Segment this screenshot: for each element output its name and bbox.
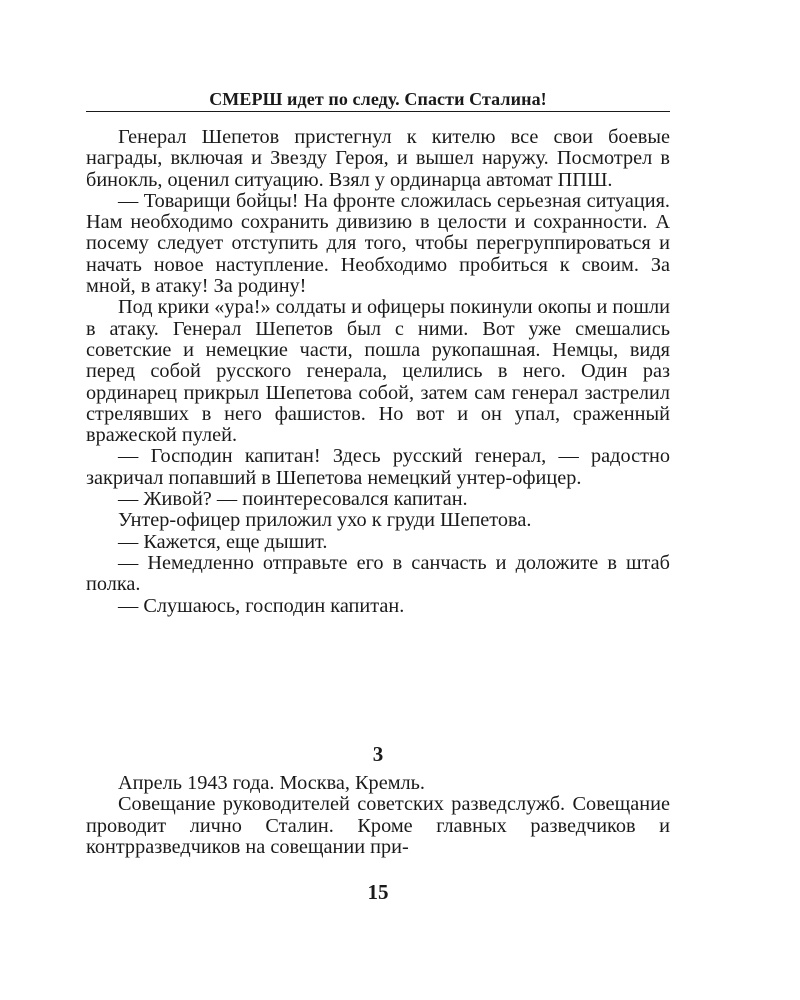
paragraph: Под крики «ура!» солдаты и офицеры покинули окопы и пошли в атаку. Генерал Шепетов был с ними. Вот уже смешались советские и немецкие части, пошла рукопашная. Немцы, видя перед собой русского генерала, целились в него. Один раз ординарец прикрыл Шепетова собой, затем сам генерал застрелил стрелявших в него фашистов. Но вот и он упал, сраженный вражеской пулей. [86,296,670,447]
running-head: СМЕРШ идет по следу. Спасти Сталина! [209,89,547,109]
paragraph: Унтер-офицер приложил ухо к груди Шепетова. [118,509,532,532]
paragraph: — Товарищи бойцы! На фронте сложилась серьезная ситуация. Нам необходимо сохранить дивизию в целости и сохранности. А посему следует отступить для того, чтобы перегруппироваться и начать новое наступление. Необходимо пробиться к своим. За мной, в атаку! За родину! [86,189,670,298]
header-rule [86,111,670,112]
paragraph: — Немедленно отправьте его в санчасть и доложите в штаб полка. [86,551,670,596]
paragraph: Апрель 1943 года. Москва, Кремль. [118,772,425,794]
paragraph: Совещание руководителей советских разведслужб. Совещание проводит лично Сталин. Кроме главных разведчиков и контрразведчиков на совещании при- [86,793,670,858]
chapter-number: 3 [372,742,384,766]
paragraph: — Господин капитан! Здесь русский генерал, — радостно закричал попавший в Шепетова немецкий унтер-офицер. [86,445,670,489]
book-page [86,0,670,1000]
paragraph: Генерал Шепетов пристегнул к кителю все свои боевые награды, включая и Звезду Героя, и вышел наружу. Посмотрел в бинокль, оценил ситуацию. Взял у ординарца автомат ППШ. [86,126,670,191]
paragraph: — Слушаюсь, господин капитан. [118,594,405,617]
body-text-section-2 [86,773,670,858]
body-text-section-1 [86,127,670,617]
paragraph: — Живой? — поинтересовался капитан. [118,488,468,511]
paragraph: — Кажется, еще дышит. [118,530,328,553]
page-number: 15 [367,880,389,904]
